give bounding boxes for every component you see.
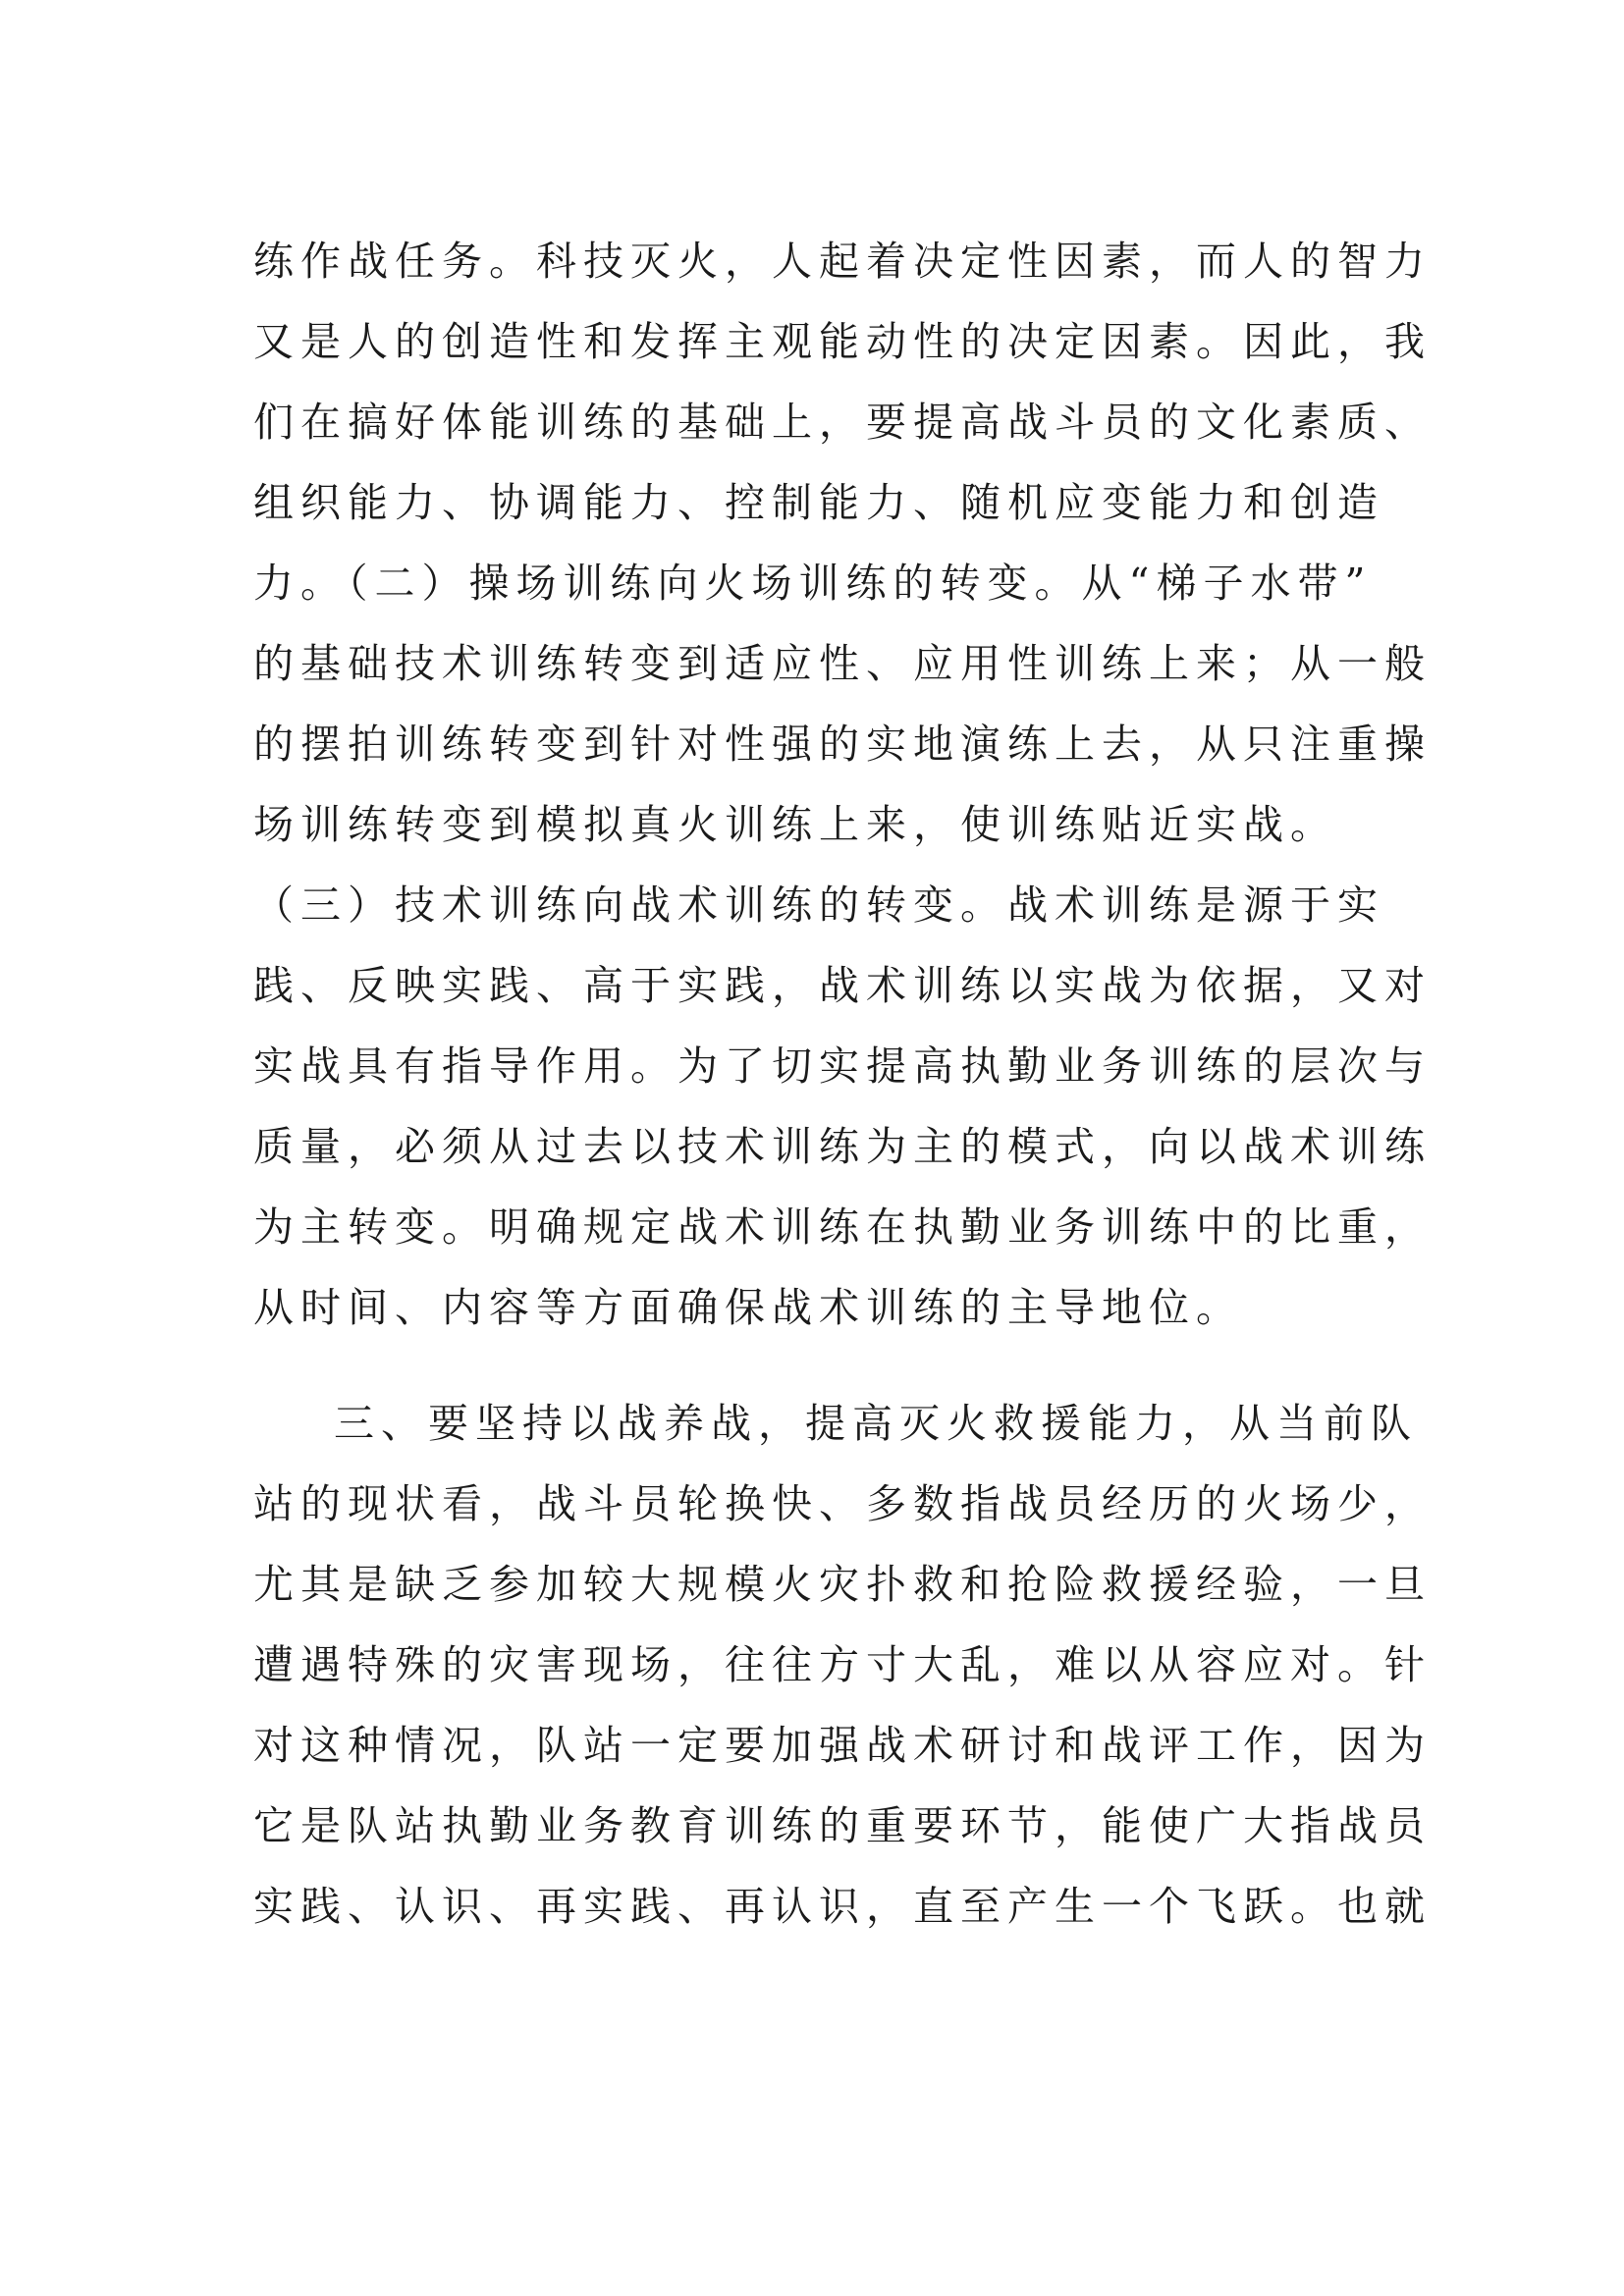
text-line: 练作战任务。科技灭火，人起着决定性因素，而人的智力 [253, 238, 1432, 285]
text-line: 组织能力、协调能力、控制能力、随机应变能力和创造 [253, 479, 1384, 526]
text-line: 力。（二）操场训练向火场训练的转变。从“梯子水带” [253, 560, 1373, 607]
text-line: 又是人的创造性和发挥主观能动性的决定因素。因此，我 [253, 318, 1432, 365]
text-line: 它是队站执勤业务教育训练的重要环节，能使广大指战员 [253, 1802, 1432, 1849]
text-line: 实战具有指导作用。为了切实提高执勤业务训练的层次与 [253, 1042, 1432, 1090]
text-line: 践、反映实践、高于实践，战术训练以实战为依据，又对 [253, 962, 1432, 1009]
paragraph-first-line: 三、要坚持以战养战，提高灭火救援能力，从当前队 [334, 1400, 1418, 1447]
text-line: 尤其是缺乏参加较大规模火灾扑救和抢险救援经验，一旦 [253, 1561, 1432, 1608]
text-line: 对这种情况，队站一定要加强战术研讨和战评工作，因为 [253, 1722, 1432, 1769]
text-line: 质量，必须从过去以技术训练为主的模式，向以战术训练 [253, 1123, 1432, 1170]
text-line: 遭遇特殊的灾害现场，往往方寸大乱，难以从容应对。针 [253, 1641, 1432, 1688]
text-line: 为主转变。明确规定战术训练在执勤业务训练中的比重， [253, 1203, 1432, 1251]
text-line: 的摆拍训练转变到针对性强的实地演练上去，从只注重操 [253, 721, 1432, 768]
text-line: 站的现状看，战斗员轮换快、多数指战员经历的火场少， [253, 1480, 1432, 1527]
text-line: 的基础技术训练转变到适应性、应用性训练上来；从一般 [253, 640, 1432, 687]
text-line: （三）技术训练向战术训练的转变。战术训练是源于实 [253, 881, 1384, 929]
text-line: 们在搞好体能训练的基础上，要提高战斗员的文化素质、 [253, 399, 1432, 446]
text-line: 场训练转变到模拟真火训练上来，使训练贴近实战。 [253, 801, 1337, 848]
text-line: 从时间、内容等方面确保战术训练的主导地位。 [253, 1284, 1243, 1331]
text-line: 实践、认识、再实践、再认识，直至产生一个飞跃。也就 [253, 1883, 1432, 1930]
